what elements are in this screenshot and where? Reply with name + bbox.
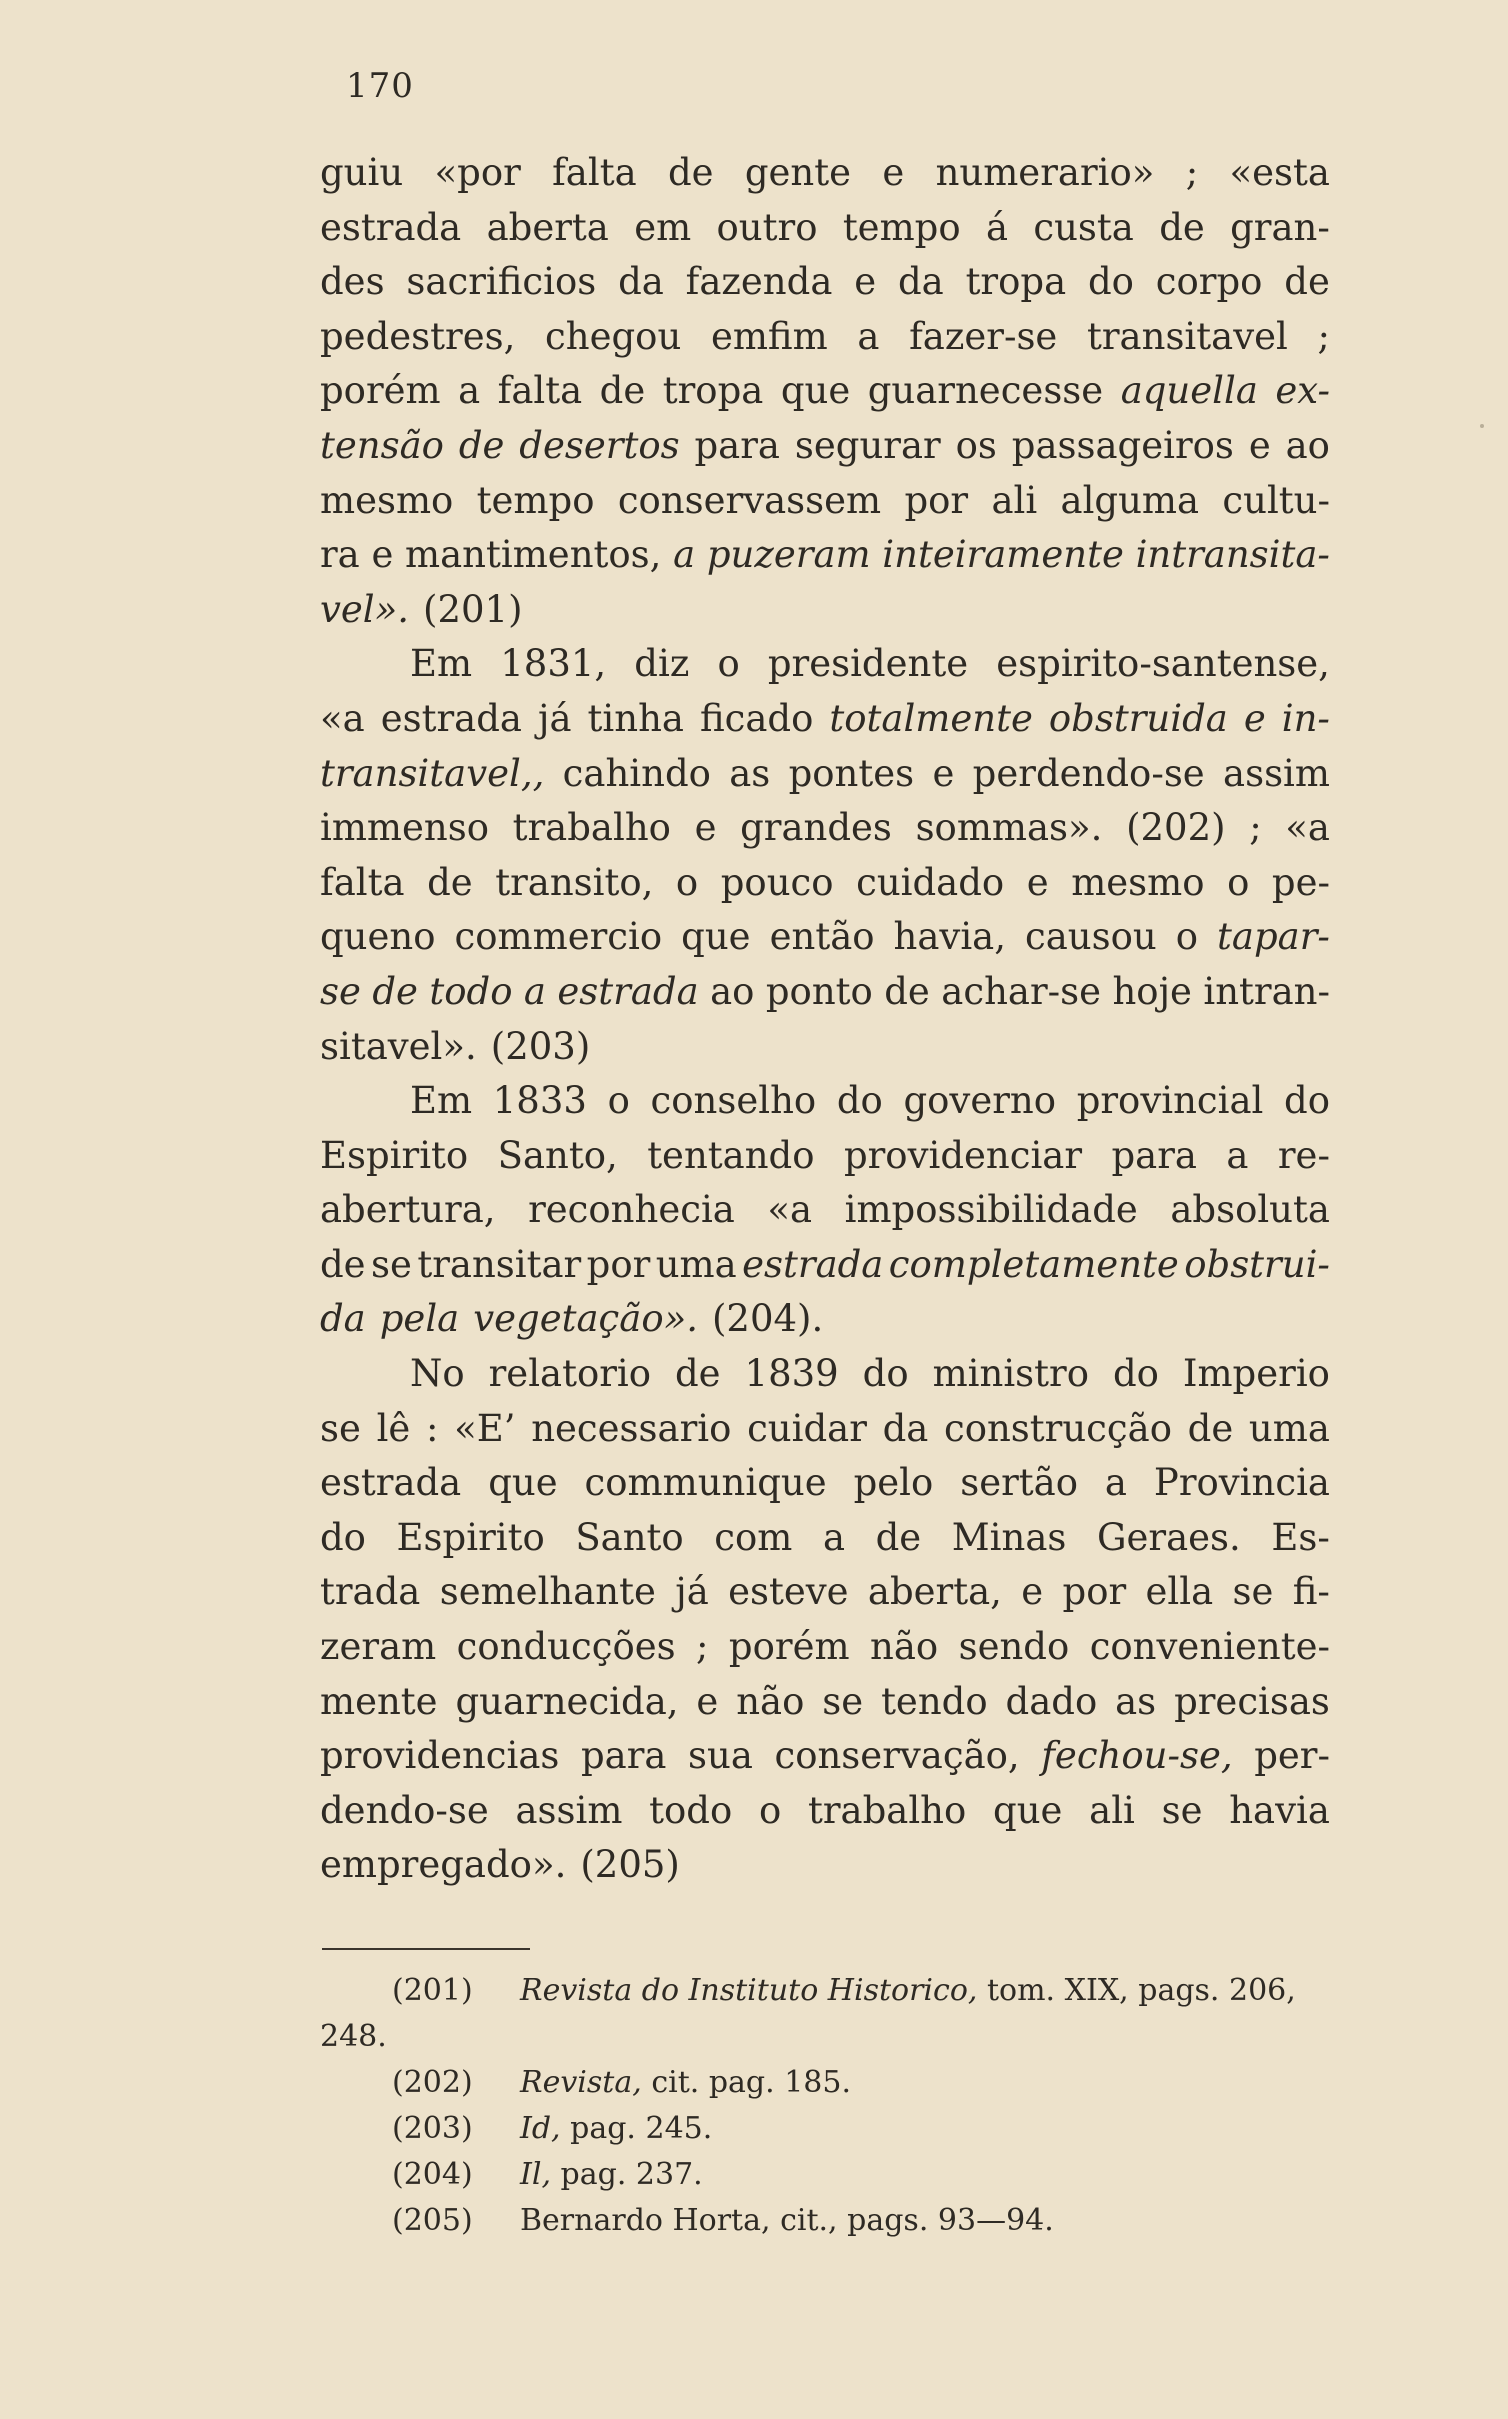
word: corpo (1155, 260, 1263, 304)
footnote (320, 1968, 1330, 2014)
word: impossibilidade (844, 1188, 1138, 1232)
word: mantimentos, (405, 533, 662, 577)
word: de (674, 1352, 721, 1396)
word: de (320, 1242, 366, 1286)
word: o (1227, 860, 1250, 904)
word: puzeram (706, 533, 871, 577)
word: empregado». (320, 1843, 567, 1887)
word: (202) (1126, 806, 1226, 850)
word: fechou-se, (1041, 1734, 1233, 1778)
word: passageiros (1011, 423, 1234, 467)
word: o (607, 1079, 630, 1123)
word: Imperio (1182, 1352, 1330, 1396)
word: assim (1223, 751, 1330, 795)
text-line (320, 146, 1330, 201)
word: mesmo (1071, 860, 1205, 904)
word: da (618, 260, 664, 304)
word: com (714, 1515, 793, 1559)
word: desertos (519, 423, 680, 467)
word: No (410, 1352, 465, 1396)
word: transitavel (1087, 314, 1288, 358)
text-line (320, 1183, 1330, 1238)
text-line (320, 1456, 1330, 1511)
word: guarnecida, (455, 1679, 679, 1723)
word: 1831, (500, 642, 607, 686)
word: de (1284, 260, 1330, 304)
word: Espirito (320, 1133, 469, 1177)
word: para (580, 1734, 667, 1778)
word: precisas (1174, 1679, 1330, 1723)
word: por (586, 1242, 651, 1286)
word: da (320, 1297, 366, 1341)
word: sua (688, 1734, 753, 1778)
word: estrada (320, 1461, 462, 1505)
footnote (320, 2198, 1330, 2244)
word: assim (515, 1788, 623, 1832)
word: aquella (1120, 369, 1258, 413)
word: «a (767, 1188, 813, 1232)
word: a (523, 969, 546, 1013)
word: de (599, 369, 646, 413)
word: intran- (1203, 969, 1330, 1013)
text-line (320, 965, 1330, 1020)
word: de (875, 1515, 922, 1559)
text-line (320, 1838, 1330, 1893)
word: e (1026, 860, 1049, 904)
word: tentando (647, 1133, 815, 1177)
word: ra (320, 533, 360, 577)
word: já (537, 696, 572, 740)
word: trabalho (807, 1788, 967, 1832)
word: «a (1285, 806, 1330, 850)
word: se (320, 969, 361, 1013)
text-line (320, 419, 1330, 474)
word: pelo (853, 1461, 934, 1505)
word: obstruida (1048, 696, 1228, 740)
word: falta (552, 151, 637, 194)
word: hoje (1112, 969, 1192, 1013)
footnote-text: cit. pag. 185. (651, 2065, 851, 2100)
word: communique (584, 1461, 827, 1505)
text-line (320, 1402, 1330, 1457)
word: achar-se (941, 969, 1102, 1013)
text-line (320, 856, 1330, 911)
word: diz (634, 642, 690, 686)
footnote-text: Bernardo Horta, cit., pags. 93—94. (520, 2203, 1054, 2238)
word: se (1232, 1570, 1274, 1614)
word: reconhecia (528, 1188, 735, 1232)
word: o (717, 642, 740, 686)
word: vel». (320, 587, 410, 631)
word: transitavel,, (320, 751, 545, 795)
word: ficado (699, 696, 814, 740)
word: construcção (943, 1406, 1172, 1450)
word: Es- (1271, 1515, 1330, 1559)
word: e (694, 806, 717, 850)
word: de (884, 969, 930, 1013)
word: providencias (320, 1734, 560, 1778)
word: : (425, 1406, 439, 1450)
word: da (897, 260, 944, 304)
text-line (320, 474, 1330, 529)
word: «por (434, 151, 521, 194)
word: numerario» (935, 151, 1155, 194)
word: inteiramente (882, 533, 1124, 577)
word: tapar- (1217, 915, 1330, 959)
word: a (822, 1515, 846, 1559)
word: intransita- (1135, 533, 1330, 577)
word: e (854, 260, 877, 304)
word: per- (1254, 1734, 1330, 1778)
word: o (758, 1788, 782, 1832)
text-line (320, 255, 1330, 310)
word: se (822, 1679, 864, 1723)
text-line (320, 801, 1330, 856)
word: ex- (1275, 369, 1330, 413)
word: dado (1005, 1679, 1098, 1723)
word: do (836, 1079, 883, 1123)
word: trabalho (512, 806, 671, 850)
word: e (882, 151, 905, 194)
word: de (427, 860, 473, 904)
word: trada (320, 1570, 421, 1614)
word: 1833 (492, 1079, 587, 1123)
text-line (320, 637, 1330, 692)
word: do (1284, 1079, 1330, 1123)
word: immenso (320, 806, 489, 850)
footnote-number: (201) (392, 1973, 473, 2008)
word: de (1187, 1406, 1234, 1450)
word: já (675, 1570, 709, 1614)
word: sacrificios (406, 260, 597, 304)
word: então (769, 915, 875, 959)
word: chegou (545, 314, 682, 358)
word: ; (1185, 151, 1199, 194)
word: sendo (958, 1625, 1070, 1669)
word: causou (1025, 915, 1157, 959)
word: provincial (1076, 1079, 1264, 1123)
footnote-source: Revista do Instituto Historico, (520, 1973, 978, 2008)
text-line (320, 1347, 1330, 1402)
word: providenciar (843, 1133, 1083, 1177)
word: pontes (788, 751, 915, 795)
text-line (320, 1784, 1330, 1839)
word: obstrui- (1184, 1242, 1330, 1286)
footnote-text: tom. XIX, pags. 206, (986, 1973, 1296, 2008)
footnote-source: Revista, (520, 2065, 642, 2100)
word: governo (903, 1079, 1057, 1123)
word: tempo (476, 478, 595, 522)
word: não (869, 1625, 939, 1669)
word: e (932, 751, 955, 795)
word: que (681, 915, 751, 959)
word: o (1175, 915, 1199, 959)
word: estrada (320, 205, 462, 249)
word: todo (649, 1788, 733, 1832)
footnote-continuation: 248. (320, 2019, 387, 2054)
word: as (1115, 1679, 1157, 1723)
text-line (320, 692, 1330, 747)
word: conducções (456, 1625, 676, 1669)
word: (204). (712, 1297, 824, 1341)
word: esteve (728, 1570, 849, 1614)
text-line (320, 910, 1330, 965)
word: havia (1229, 1788, 1330, 1832)
word: absoluta (1170, 1188, 1330, 1232)
word: de (372, 969, 418, 1013)
word: e (371, 533, 394, 577)
word: porém (728, 1625, 850, 1669)
word: a (458, 369, 481, 413)
word: outro (716, 205, 818, 249)
text-line (320, 364, 1330, 419)
text-line (320, 1292, 1330, 1347)
text-line (320, 201, 1330, 256)
word: ali (1089, 1788, 1135, 1832)
word: fazer-se (909, 314, 1058, 358)
word: as (729, 751, 771, 795)
word: pouco (720, 860, 834, 904)
footnote (320, 2152, 1330, 2198)
word: «esta (1229, 151, 1330, 194)
word: e (1243, 696, 1266, 740)
word: ; (696, 1625, 709, 1669)
word: da (882, 1406, 929, 1450)
word: mesmo (320, 478, 454, 522)
word: Espirito (396, 1515, 545, 1559)
footnote-source: Il, (520, 2157, 551, 2192)
word: ao (1285, 423, 1330, 467)
word: falta (497, 369, 583, 413)
word: havia, (893, 915, 1006, 959)
word: cuidar (747, 1406, 867, 1450)
word: vegetação». (473, 1297, 698, 1341)
word: conservassem (617, 478, 882, 522)
text-line (320, 310, 1330, 365)
word: dendo-se (320, 1788, 489, 1832)
word: e (1021, 1570, 1044, 1614)
word: mente (320, 1679, 438, 1723)
footnote-number: (203) (392, 2111, 473, 2146)
word: á (985, 205, 1009, 249)
word: Santo, (497, 1133, 618, 1177)
word: pedestres, (320, 314, 516, 358)
word: re- (1277, 1133, 1330, 1177)
footnote-number: (205) (392, 2203, 473, 2238)
word: (205) (580, 1843, 680, 1887)
word: tropa (662, 369, 764, 413)
word: ponto (765, 969, 873, 1013)
word: gran- (1230, 205, 1330, 249)
word: por (904, 478, 969, 522)
footnote-text: pag. 245. (570, 2111, 713, 2146)
word: de (458, 423, 505, 467)
word: in- (1281, 696, 1330, 740)
word: tendo (881, 1679, 988, 1723)
word: custa (1033, 205, 1134, 249)
footnote (320, 2060, 1330, 2106)
word: sitavel». (320, 1024, 477, 1068)
word: ali (991, 478, 1038, 522)
body-text (320, 146, 1330, 1893)
word: transito, (495, 860, 654, 904)
word: para (1111, 1133, 1197, 1177)
word: e (696, 1679, 719, 1723)
word: se (1161, 1788, 1203, 1832)
word: espirito-santense, (996, 642, 1330, 686)
word: des (320, 260, 385, 304)
word: fazenda (685, 260, 833, 304)
word: «E’ (454, 1406, 516, 1450)
word: estrada (557, 969, 699, 1013)
word: Em (410, 1079, 473, 1123)
word: gente (744, 151, 852, 194)
text-line (320, 1565, 1330, 1620)
word: se (320, 1406, 361, 1450)
word: os (955, 423, 997, 467)
word: uma (655, 1242, 737, 1286)
word: cahindo (562, 751, 711, 795)
text-line (320, 1074, 1330, 1129)
text-line (320, 1020, 1330, 1075)
word: estrada (380, 696, 522, 740)
word: ; (1249, 806, 1262, 850)
word: ministro (932, 1352, 1089, 1396)
word: fi- (1292, 1570, 1330, 1614)
word: lê (376, 1406, 411, 1450)
word: tinha (587, 696, 684, 740)
word: não (736, 1679, 805, 1723)
word: falta (320, 860, 405, 904)
word: «a (320, 696, 365, 740)
word: completamente (888, 1242, 1179, 1286)
word: por (1062, 1570, 1127, 1614)
word: a (673, 533, 696, 577)
word: sommas». (915, 806, 1103, 850)
word: aberta (486, 205, 609, 249)
footnote-number: (204) (392, 2157, 473, 2192)
word: uma (1248, 1406, 1330, 1450)
word: presidente (767, 642, 969, 686)
word: guarnecesse (867, 369, 1104, 413)
word: transitar (417, 1242, 582, 1286)
footnote-separator (322, 1948, 530, 1950)
word: porém (320, 369, 441, 413)
word: que (993, 1788, 1063, 1832)
footnote-number: (202) (392, 2065, 473, 2100)
word: tropa (965, 260, 1067, 304)
word: 1839 (744, 1352, 839, 1396)
word: Provincia (1153, 1461, 1330, 1505)
footnotes (320, 1968, 1330, 2244)
footnote-text: pag. 237. (560, 2157, 703, 2192)
word: pela (379, 1297, 460, 1341)
footnote (320, 2106, 1330, 2152)
word: (201) (423, 587, 523, 631)
word: a (1226, 1133, 1249, 1177)
word: de (1159, 205, 1205, 249)
word: alguma (1060, 478, 1200, 522)
word: commercio (454, 915, 663, 959)
word: ella (1145, 1570, 1214, 1614)
word: em (634, 205, 692, 249)
word: sertão (960, 1461, 1078, 1505)
word: necessario (531, 1406, 732, 1450)
word: ; (1317, 314, 1330, 358)
text-line (320, 1675, 1330, 1730)
word: abertura, (320, 1188, 496, 1232)
word: relatorio (488, 1352, 652, 1396)
text-line (320, 1729, 1330, 1784)
text-line (320, 747, 1330, 802)
word: aberta, (867, 1570, 1002, 1614)
word: cuidado (856, 860, 1005, 904)
word: cultu- (1222, 478, 1330, 522)
word: Minas (951, 1515, 1067, 1559)
word: tempo (842, 205, 961, 249)
word: para (694, 423, 780, 467)
word: a (857, 314, 880, 358)
word: segurar (794, 423, 941, 467)
word: se (371, 1242, 412, 1286)
text-line (320, 1238, 1330, 1293)
footnote-source: Id, (520, 2111, 561, 2146)
word: emfim (710, 314, 828, 358)
word: do (862, 1352, 909, 1396)
word: que (488, 1461, 558, 1505)
word: do (1087, 260, 1134, 304)
word: que (780, 369, 851, 413)
word: todo (429, 969, 513, 1013)
word: pe- (1271, 860, 1330, 904)
word: Geraes. (1096, 1515, 1241, 1559)
word: conservação, (774, 1734, 1020, 1778)
page-number: 170 (346, 66, 414, 106)
text-line (320, 583, 1330, 638)
word: estrada (742, 1242, 884, 1286)
word: Em (410, 642, 473, 686)
text-line (320, 528, 1330, 583)
word: grandes (740, 806, 892, 850)
word: queno (320, 915, 436, 959)
text-line (320, 1620, 1330, 1675)
word: semelhante (439, 1570, 656, 1614)
word: (203) (490, 1024, 591, 1068)
word: o (675, 860, 699, 904)
text-line (320, 1129, 1330, 1184)
word: guiu (320, 151, 404, 194)
word: ao (710, 969, 755, 1013)
word: conveniente- (1089, 1625, 1330, 1669)
word: e (1248, 423, 1271, 467)
word: totalmente (829, 696, 1033, 740)
word: conselho (650, 1079, 817, 1123)
word: perdendo-se (972, 751, 1205, 795)
word: do (1112, 1352, 1159, 1396)
word: tensão (320, 423, 444, 467)
word: do (320, 1515, 366, 1559)
word: a (1104, 1461, 1127, 1505)
word: zeram (320, 1625, 437, 1669)
word: de (667, 151, 714, 194)
text-line (320, 1511, 1330, 1566)
word: Santo (575, 1515, 684, 1559)
paper-speck (1480, 424, 1484, 428)
